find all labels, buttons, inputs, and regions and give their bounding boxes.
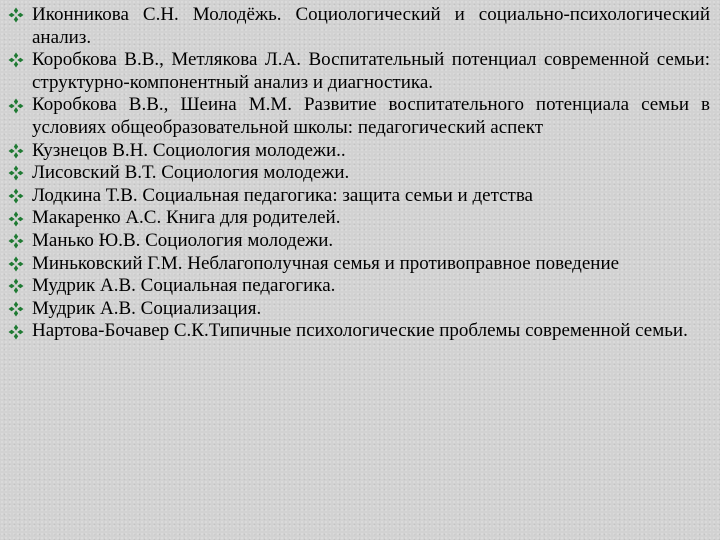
reference-item: [8, 253, 710, 276]
reference-item: [8, 185, 710, 208]
reference-item: [8, 94, 710, 139]
reference-text: Кузнецов В.Н. Социология молодежи..: [32, 139, 346, 161]
reference-item: [8, 4, 710, 49]
diamond-bullet-icon: [8, 49, 32, 72]
reference-text: Коробкова В.В., Метлякова Л.А. Воспитательный потенциал современной семьи: структурно-компонентный анализ и диагностика.: [32, 49, 710, 93]
reference-item: [8, 162, 710, 185]
diamond-bullet-icon: [8, 4, 32, 27]
reference-text: Макаренко А.С. Книга для родителей.: [32, 207, 341, 229]
diamond-bullet-icon: [8, 298, 32, 321]
reference-text: Мудрик А.В. Социальная педагогика.: [32, 275, 336, 297]
reference-text: Манько Ю.В. Социология молодежи.: [32, 229, 334, 251]
reference-text: Мудрик А.В. Социализация.: [32, 297, 262, 319]
reference-item: [8, 140, 710, 163]
reference-text: Лодкина Т.В. Социальная педагогика: защита семьи и детства: [32, 184, 533, 206]
diamond-bullet-icon: [8, 207, 32, 230]
diamond-bullet-icon: [8, 140, 32, 163]
reference-text: Иконникова С.Н. Молодёжь. Социологический и социально-психологический анализ.: [32, 4, 710, 48]
diamond-bullet-icon: [8, 94, 32, 117]
reference-text: Лисовский В.Т. Социология молодежи.: [32, 162, 350, 184]
diamond-bullet-icon: [8, 230, 32, 253]
reference-list: [8, 4, 710, 343]
reference-item: [8, 49, 710, 94]
reference-text: Коробкова В.В., Шеина М.М. Развитие воспитательного потенциала семьи в условиях общеобразовательной школы: педагогический аспект: [32, 94, 710, 138]
reference-item: [8, 230, 710, 253]
reference-item: [8, 298, 710, 321]
diamond-bullet-icon: [8, 162, 32, 185]
reference-item: [8, 207, 710, 230]
diamond-bullet-icon: [8, 253, 32, 276]
reference-text: Миньковский Г.М. Неблагополучная семья и противоправное поведение: [32, 252, 620, 274]
diamond-bullet-icon: [8, 320, 32, 343]
diamond-bullet-icon: [8, 185, 32, 208]
reference-item: [8, 320, 710, 343]
reference-text: Нартова-Бочавер С.К.Типичные психологические проблемы современной семьи.: [32, 320, 688, 342]
reference-item: [8, 275, 710, 298]
diamond-bullet-icon: [8, 275, 32, 298]
